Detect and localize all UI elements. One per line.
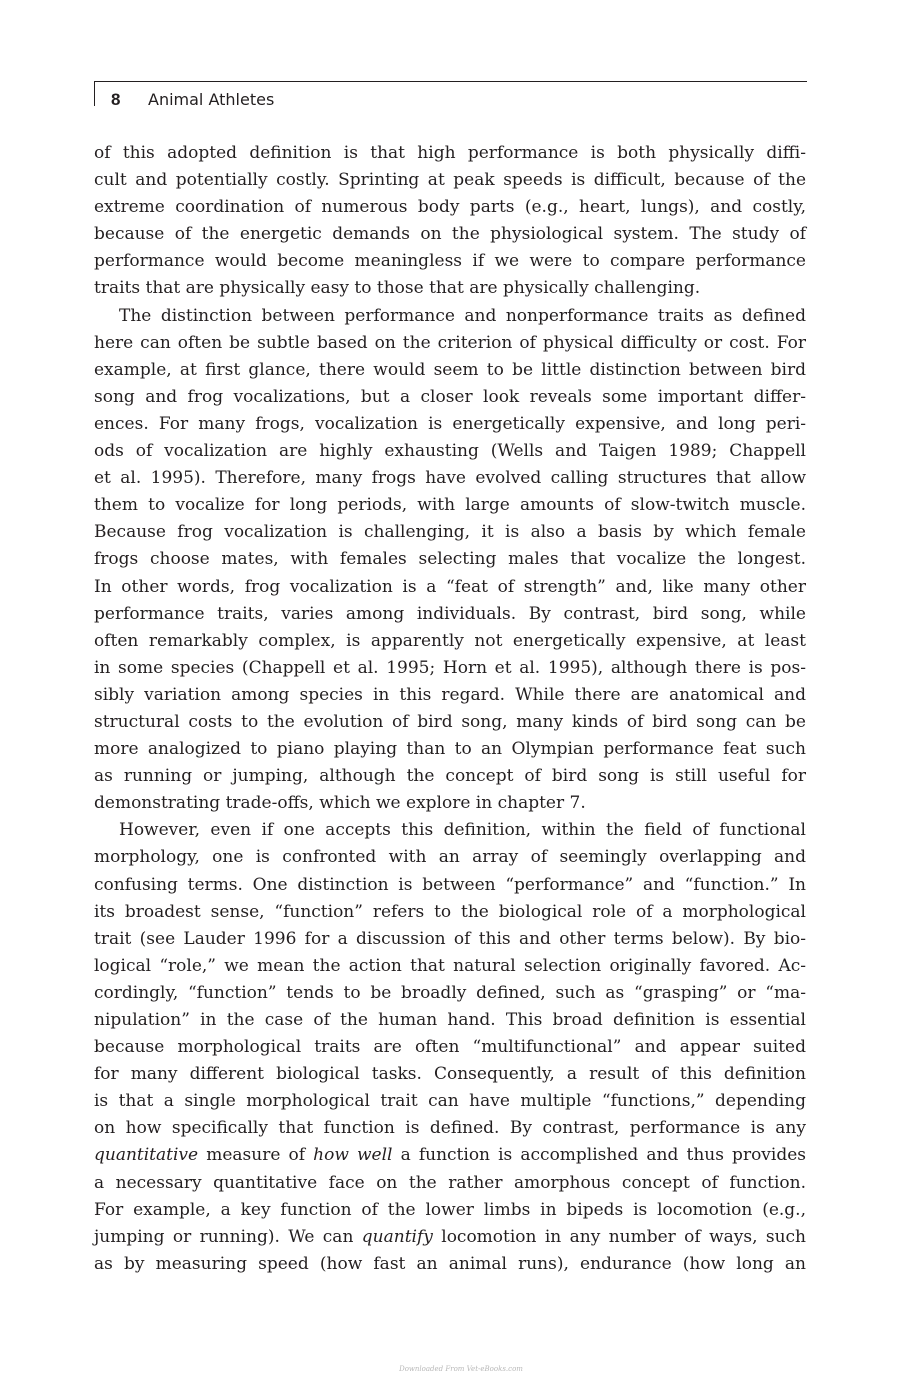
paragraph-2 bbox=[94, 303, 806, 818]
text-line: trait (see Lauder 1996 for a discussion of this and other terms below). By bio- bbox=[94, 928, 806, 949]
text-line: nipulation” in the case of the human hand. This broad definition is essential bbox=[94, 1010, 806, 1030]
text-line: of this adopted definition is that high performance is both physically diffi- bbox=[94, 143, 806, 163]
text-fragment: a function is accomplished and thus provides bbox=[392, 1145, 807, 1166]
text-line: traits that are physically easy to those that are physically challenging. bbox=[94, 278, 701, 299]
text-line: is that a single morphological trait can have multiple “functions,” depending bbox=[94, 1091, 806, 1112]
paragraph-3 bbox=[94, 817, 806, 1278]
text-line: its broadest sense, “function” refers to the biological role of a morphological bbox=[94, 901, 806, 922]
emphasis-quantitative: quantitative bbox=[94, 1145, 199, 1166]
text-line: more analogized to piano playing than to an Olympian performance feat such bbox=[94, 739, 806, 760]
text-line: confusing terms. One distinction is between “performance” and “function.” In bbox=[94, 874, 806, 895]
text-line: in some species (Chappell et al. 1995; Horn et al. 1995), although there is pos- bbox=[94, 657, 806, 678]
download-watermark: Downloaded From Vet-eBooks.com bbox=[399, 1365, 523, 1373]
text-line: structural costs to the evolution of bird song, many kinds of bird song can be bbox=[94, 711, 806, 732]
text-line: example, at first glance, there would seem to be little distinction between bird bbox=[94, 359, 806, 380]
text-line: performance would become meaningless if we were to compare performance bbox=[94, 251, 806, 272]
text-line: extreme coordination of numerous body parts (e.g., heart, lungs), and costly, bbox=[94, 197, 806, 218]
text-line: For example, a key function of the lower limbs in bipeds is locomotion (e.g., bbox=[94, 1199, 806, 1220]
text-line: et al. 1995). Therefore, many frogs have evolved calling structures that allow bbox=[94, 468, 806, 489]
text-line: on how specifically that function is defined. By contrast, performance is any bbox=[94, 1118, 806, 1139]
running-title: Animal Athletes bbox=[148, 90, 275, 109]
body-text bbox=[94, 140, 806, 1278]
text-line: demonstrating trade-offs, which we explore in chapter 7. bbox=[94, 793, 586, 814]
text-line: them to vocalize for long periods, with large amounts of slow-twitch muscle. bbox=[94, 495, 806, 516]
emphasis-quantify: quantify bbox=[361, 1226, 433, 1247]
text-line-mixed bbox=[94, 1142, 806, 1169]
text-line: cordingly, “function” tends to be broadly defined, such as “grasping” or “ma- bbox=[94, 982, 806, 1003]
text-fragment: measure of bbox=[198, 1145, 314, 1166]
text-line: performance traits, varies among individuals. By contrast, bird song, while bbox=[94, 603, 806, 624]
header-rule-tick bbox=[94, 82, 95, 106]
text-line: The distinction between performance and nonperformance traits as defined bbox=[119, 305, 806, 326]
text-line: logical “role,” we mean the action that natural selection originally favored. Ac- bbox=[94, 955, 806, 976]
page-number: 8 bbox=[111, 90, 121, 109]
text-line: because of the energetic demands on the physiological system. The study of bbox=[94, 224, 806, 245]
text-line: cult and potentially costly. Sprinting at peak speeds is difficult, because of the bbox=[94, 170, 806, 191]
text-line-mixed bbox=[94, 1224, 806, 1251]
text-line: morphology, one is confronted with an array of seemingly overlapping and bbox=[94, 847, 806, 868]
paragraph-1 bbox=[94, 140, 806, 303]
text-line: In other words, frog vocalization is a “feat of strength” and, like many other bbox=[94, 576, 806, 597]
text-line: for many different biological tasks. Consequently, a result of this definition bbox=[94, 1064, 806, 1085]
text-line: sibly variation among species in this regard. While there are anatomical and bbox=[94, 684, 806, 705]
text-line: here can often be subtle based on the criterion of physical difficulty or cost. For bbox=[94, 332, 806, 353]
text-line: frogs choose mates, with females selecting males that vocalize the longest. bbox=[94, 549, 806, 570]
text-line: often remarkably complex, is apparently not energetically expensive, at least bbox=[94, 630, 806, 651]
text-fragment: locomotion in any number of ways, such bbox=[432, 1226, 807, 1247]
text-line: ences. For many frogs, vocalization is energetically expensive, and long peri- bbox=[94, 413, 806, 434]
text-line: as by measuring speed (how fast an animal runs), endurance (how long an bbox=[94, 1253, 806, 1274]
emphasis-how-well: how well bbox=[313, 1145, 393, 1166]
text-line: However, even if one accepts this definition, within the field of functional bbox=[119, 820, 806, 841]
text-line: as running or jumping, although the concept of bird song is still useful for bbox=[94, 766, 806, 787]
running-head bbox=[94, 81, 807, 110]
text-line: song and frog vocalizations, but a closer look reveals some important differ- bbox=[94, 386, 806, 407]
text-line: Because frog vocalization is challenging, it is also a basis by which female bbox=[94, 522, 806, 543]
text-line: a necessary quantitative face on the rather amorphous concept of function. bbox=[94, 1172, 806, 1193]
text-line: because morphological traits are often “multifunctional” and appear suited bbox=[94, 1037, 806, 1058]
text-line: ods of vocalization are highly exhausting (Wells and Taigen 1989; Chappell bbox=[94, 441, 806, 462]
text-fragment: jumping or running). We can bbox=[94, 1226, 362, 1247]
